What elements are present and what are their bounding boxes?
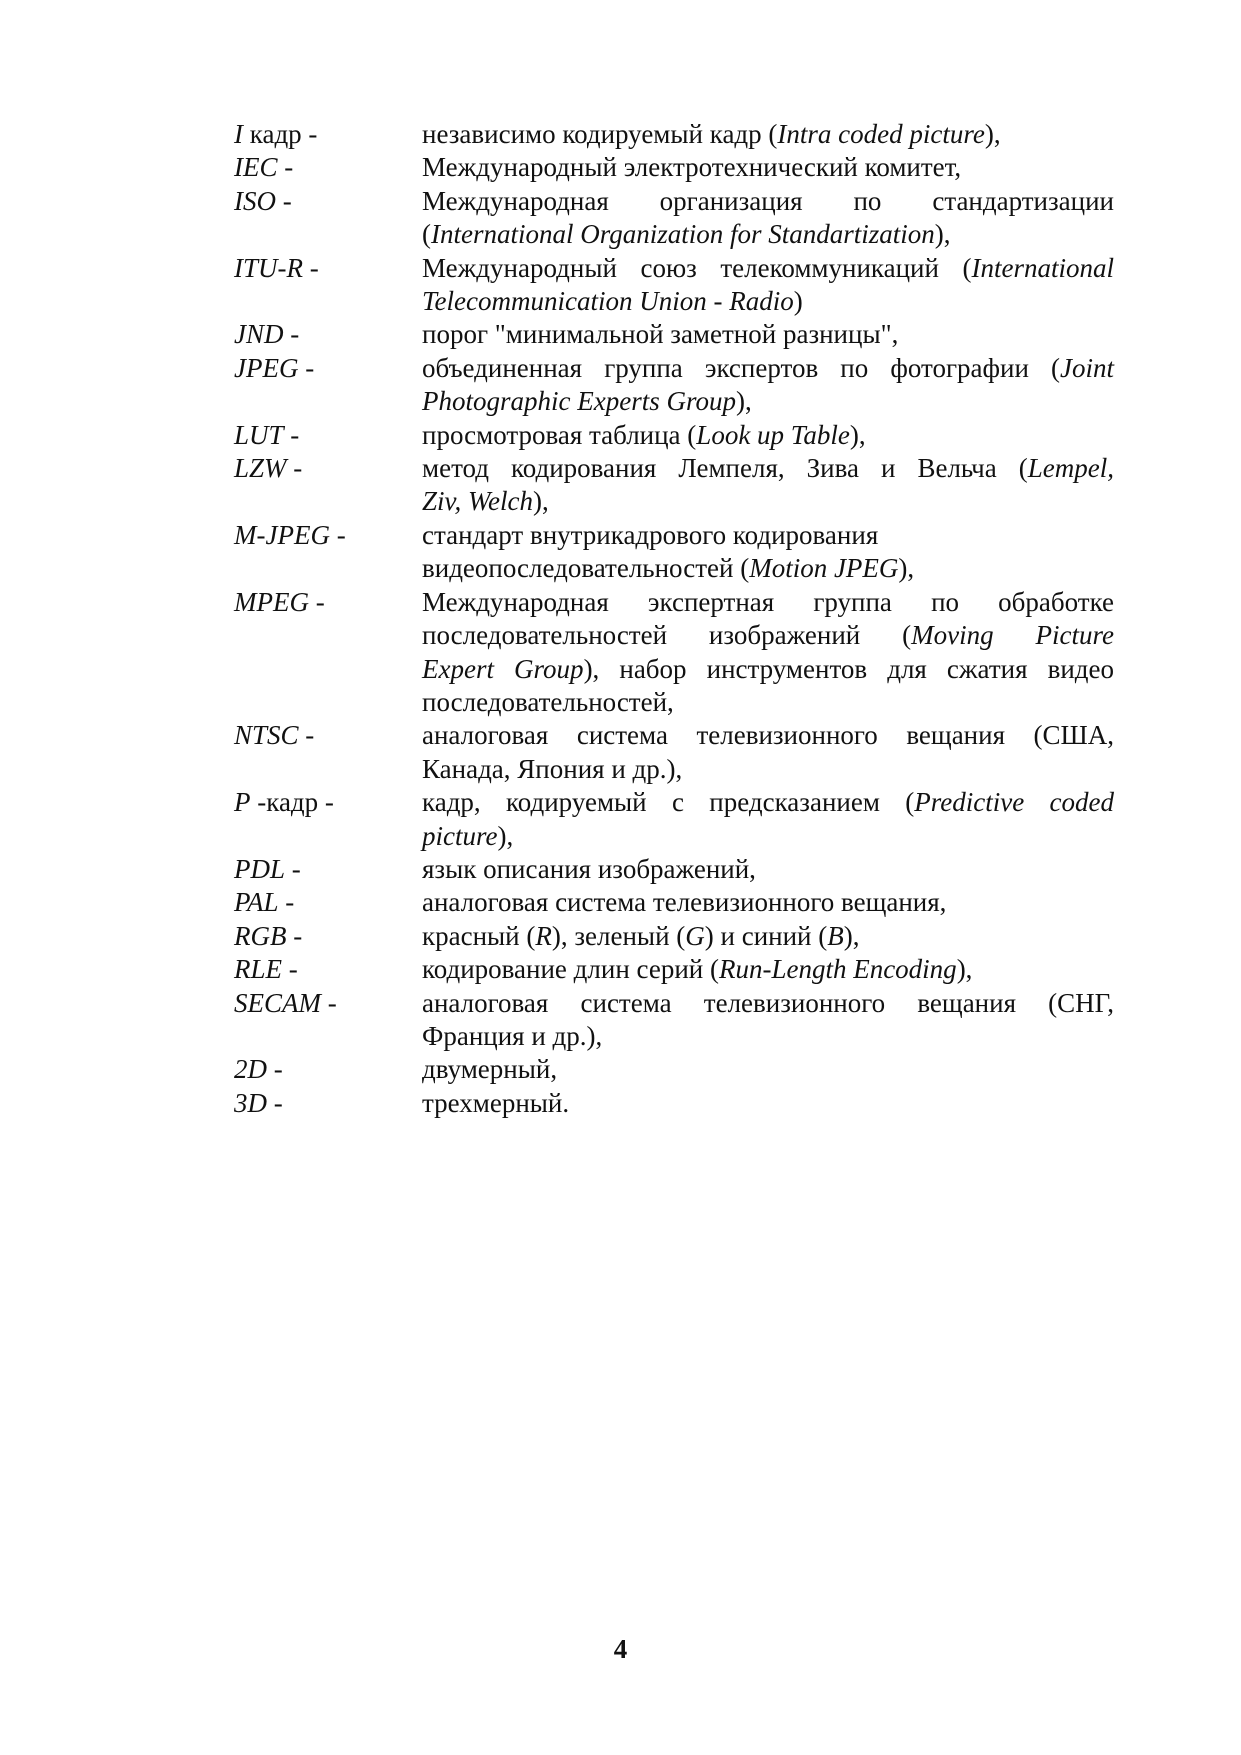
definition-text: объединенная группа экспертов по фотографии ( xyxy=(422,352,1060,383)
glossary-term xyxy=(234,886,422,919)
definition-line xyxy=(422,552,1114,585)
glossary-definition xyxy=(422,920,1114,953)
definition-line xyxy=(422,285,1114,318)
term-suffix: - xyxy=(303,252,319,283)
glossary-definition xyxy=(422,987,1114,1054)
glossary-term xyxy=(234,151,422,184)
glossary-term xyxy=(234,519,422,552)
definition-text: последовательностей, xyxy=(422,686,674,717)
definition-italic-text: B xyxy=(827,920,844,951)
term-suffix: - xyxy=(283,319,300,350)
glossary-term xyxy=(234,953,422,986)
glossary-term xyxy=(234,920,422,953)
definition-line xyxy=(422,1020,1114,1053)
glossary-definition xyxy=(422,318,1114,351)
definition-line xyxy=(422,118,1114,151)
definition-italic-text: Look up Table xyxy=(696,419,850,450)
definition-line xyxy=(422,853,1114,886)
definition-line xyxy=(422,485,1114,518)
glossary-definition xyxy=(422,151,1114,184)
definition-text: ), xyxy=(956,954,973,985)
glossary-entry xyxy=(234,719,1114,786)
definition-line xyxy=(422,719,1114,752)
glossary-term xyxy=(234,719,422,752)
term-suffix: - xyxy=(267,1087,283,1118)
definition-text: ), xyxy=(735,386,752,417)
definition-italic-text: Predictive coded xyxy=(914,787,1114,818)
term-abbreviation: ITU-R xyxy=(234,252,303,283)
definition-line xyxy=(422,1087,1114,1120)
glossary-term xyxy=(234,185,422,218)
definition-italic-text: Run-Length Encoding xyxy=(718,954,957,985)
definition-italic-text: Joint xyxy=(1060,352,1114,383)
definition-text: аналоговая система телевизионного вещания (СНГ, xyxy=(422,987,1114,1018)
term-suffix: - xyxy=(298,720,315,751)
glossary-entry xyxy=(234,987,1114,1054)
definition-text: ), xyxy=(532,486,549,517)
glossary-definition xyxy=(422,719,1114,786)
term-abbreviation: NTSC xyxy=(234,720,299,751)
definition-text: ) xyxy=(793,286,803,317)
definition-italic-text: Telecommunication Union - Radio xyxy=(422,286,794,317)
definition-text: Франция и др.), xyxy=(422,1020,603,1051)
definition-line xyxy=(422,920,1114,953)
definition-line xyxy=(422,586,1114,619)
glossary-entry xyxy=(234,786,1114,853)
glossary-term xyxy=(234,987,422,1020)
glossary-entry xyxy=(234,886,1114,919)
glossary-definition xyxy=(422,1053,1114,1086)
definition-italic-text: Expert Group xyxy=(422,653,584,684)
definition-italic-text: International xyxy=(971,252,1114,283)
glossary-definition xyxy=(422,786,1114,853)
term-suffix: - xyxy=(286,453,303,484)
definition-text: язык описания изображений, xyxy=(422,853,756,884)
glossary-entry xyxy=(234,185,1114,252)
term-suffix: - xyxy=(329,519,346,550)
definition-text: просмотровая таблица ( xyxy=(422,419,697,450)
definition-line xyxy=(422,786,1114,819)
definition-italic-text: Ziv, Welch xyxy=(422,486,533,517)
definition-italic-text: Moving Picture xyxy=(911,620,1114,651)
term-abbreviation: RLE xyxy=(234,954,283,985)
term-abbreviation: LZW xyxy=(234,453,287,484)
definition-line xyxy=(422,619,1114,652)
definition-text: ), набор инструментов для сжатия видео xyxy=(583,653,1115,684)
definition-line xyxy=(422,987,1114,1020)
glossary-entry xyxy=(234,318,1114,351)
glossary-entry xyxy=(234,452,1114,519)
definition-text: независимо кодируемый кадр ( xyxy=(422,119,778,149)
definition-text: ), xyxy=(898,553,915,584)
glossary-term xyxy=(234,1053,422,1086)
definition-text: трехмерный. xyxy=(422,1087,570,1118)
glossary-term xyxy=(234,318,422,351)
definition-text: стандарт внутрикадрового кодирования xyxy=(422,519,879,550)
term-suffix: - xyxy=(277,152,294,183)
definition-line xyxy=(422,886,1114,919)
definition-line xyxy=(422,953,1114,986)
glossary-entry xyxy=(234,519,1114,586)
abbreviation-list xyxy=(234,118,1114,1120)
term-suffix: кадр - xyxy=(243,119,318,149)
glossary-term xyxy=(234,419,422,452)
definition-italic-text: Motion JPEG xyxy=(749,553,899,584)
definition-text: ), xyxy=(849,419,866,450)
glossary-entry xyxy=(234,252,1114,319)
definition-text: аналоговая система телевизионного вещания (США, xyxy=(422,720,1114,751)
glossary-entry xyxy=(234,1053,1114,1086)
glossary-term xyxy=(234,1087,422,1120)
glossary-entry xyxy=(234,151,1114,184)
definition-line xyxy=(422,519,1114,552)
glossary-definition xyxy=(422,118,1114,151)
glossary-entry xyxy=(234,853,1114,886)
term-abbreviation: I xyxy=(234,119,243,149)
term-abbreviation: P xyxy=(234,787,251,818)
glossary-term xyxy=(234,452,422,485)
glossary-definition xyxy=(422,586,1114,720)
definition-line xyxy=(422,753,1114,786)
definition-text: аналоговая система телевизионного вещания, xyxy=(422,887,947,918)
definition-italic-text: R xyxy=(535,920,552,951)
term-abbreviation: IEC xyxy=(234,152,278,183)
term-suffix: - xyxy=(308,586,325,617)
definition-italic-text: Intra coded picture xyxy=(777,119,985,149)
glossary-entry xyxy=(234,1087,1114,1120)
term-suffix: - xyxy=(282,954,298,985)
glossary-definition xyxy=(422,419,1114,452)
definition-line xyxy=(422,252,1114,285)
definition-text: метод кодирования Лемпеля, Зива и Вельча ( xyxy=(422,453,1028,484)
glossary-term xyxy=(234,118,422,151)
glossary-definition xyxy=(422,853,1114,886)
term-abbreviation: MPEG xyxy=(234,586,309,617)
term-suffix: - xyxy=(285,853,301,884)
glossary-term xyxy=(234,252,422,285)
term-abbreviation: 3D xyxy=(234,1087,267,1118)
term-abbreviation: M-JPEG xyxy=(234,519,330,550)
glossary-definition xyxy=(422,886,1114,919)
definition-italic-text: picture xyxy=(422,820,498,851)
definition-italic-text: Lempel, xyxy=(1027,453,1114,484)
definition-text: последовательностей изображений ( xyxy=(422,620,912,651)
term-abbreviation: 2D xyxy=(234,1054,267,1085)
glossary-term xyxy=(234,352,422,385)
definition-line xyxy=(422,419,1114,452)
term-suffix: - xyxy=(298,352,315,383)
definition-line xyxy=(422,385,1114,418)
definition-text: порог "минимальной заметной разницы", xyxy=(422,319,899,350)
definition-line xyxy=(422,1053,1114,1086)
definition-text: двумерный, xyxy=(422,1054,558,1085)
term-suffix: - xyxy=(278,887,295,918)
term-abbreviation: PDL xyxy=(234,853,286,884)
glossary-definition xyxy=(422,1087,1114,1120)
glossary-term xyxy=(234,586,422,619)
definition-text: Международная экспертная группа по обработке xyxy=(422,586,1114,617)
glossary-definition xyxy=(422,352,1114,419)
definition-text: Международная организация по стандартизации xyxy=(422,185,1114,216)
page-number: 4 xyxy=(613,1634,628,1664)
definition-text: ), xyxy=(984,119,1001,149)
definition-text: ), зеленый ( xyxy=(551,920,686,951)
glossary-definition xyxy=(422,953,1114,986)
glossary-entry xyxy=(234,352,1114,419)
definition-line xyxy=(422,151,1114,184)
definition-text: красный ( xyxy=(422,920,536,951)
glossary-entry xyxy=(234,419,1114,452)
glossary-term xyxy=(234,786,422,819)
definition-text: видеопоследовательностей ( xyxy=(422,553,750,584)
term-suffix: - xyxy=(286,920,303,951)
glossary-term xyxy=(234,853,422,886)
term-suffix: - xyxy=(321,987,337,1018)
glossary-entry xyxy=(234,920,1114,953)
definition-line xyxy=(422,686,1114,719)
definition-text: ) и синий ( xyxy=(704,920,828,951)
glossary-definition xyxy=(422,185,1114,252)
definition-text: ), xyxy=(497,820,514,851)
term-abbreviation: SECAM xyxy=(234,987,321,1018)
definition-text: Международный электротехнический комитет, xyxy=(422,152,962,183)
glossary-entry xyxy=(234,586,1114,720)
glossary-entry xyxy=(234,118,1114,151)
glossary-entry xyxy=(234,953,1114,986)
definition-text: ( xyxy=(422,219,431,250)
definition-text: Канада, Япония и др.), xyxy=(422,753,683,784)
term-suffix: - xyxy=(267,1054,283,1085)
glossary-definition xyxy=(422,452,1114,519)
definition-line xyxy=(422,820,1114,853)
term-abbreviation: JPEG xyxy=(234,352,299,383)
definition-text: кодирование длин серий ( xyxy=(422,954,719,985)
term-abbreviation: JND xyxy=(234,319,284,350)
definition-text: Международный союз телекоммуникаций ( xyxy=(422,252,972,283)
definition-italic-text: G xyxy=(685,920,705,951)
definition-text: кадр, кодируемый с предсказанием ( xyxy=(422,787,915,818)
term-abbreviation: PAL xyxy=(234,887,279,918)
definition-line xyxy=(422,653,1114,686)
glossary-definition xyxy=(422,519,1114,586)
term-suffix: -кадр - xyxy=(250,787,334,818)
definition-italic-text: Photographic Experts Group xyxy=(422,386,736,417)
definition-line xyxy=(422,452,1114,485)
definition-text: ), xyxy=(934,219,951,250)
definition-line xyxy=(422,185,1114,218)
term-suffix: - xyxy=(283,419,300,450)
definition-line xyxy=(422,218,1114,251)
term-abbreviation: LUT xyxy=(234,419,284,450)
definition-line xyxy=(422,318,1114,351)
definition-text: ), xyxy=(843,920,860,951)
glossary-definition xyxy=(422,252,1114,319)
definition-line xyxy=(422,352,1114,385)
term-suffix: - xyxy=(276,185,292,216)
term-abbreviation: ISO xyxy=(234,185,276,216)
term-abbreviation: RGB xyxy=(234,920,287,951)
definition-italic-text: International Organization for Standartization xyxy=(431,219,935,250)
